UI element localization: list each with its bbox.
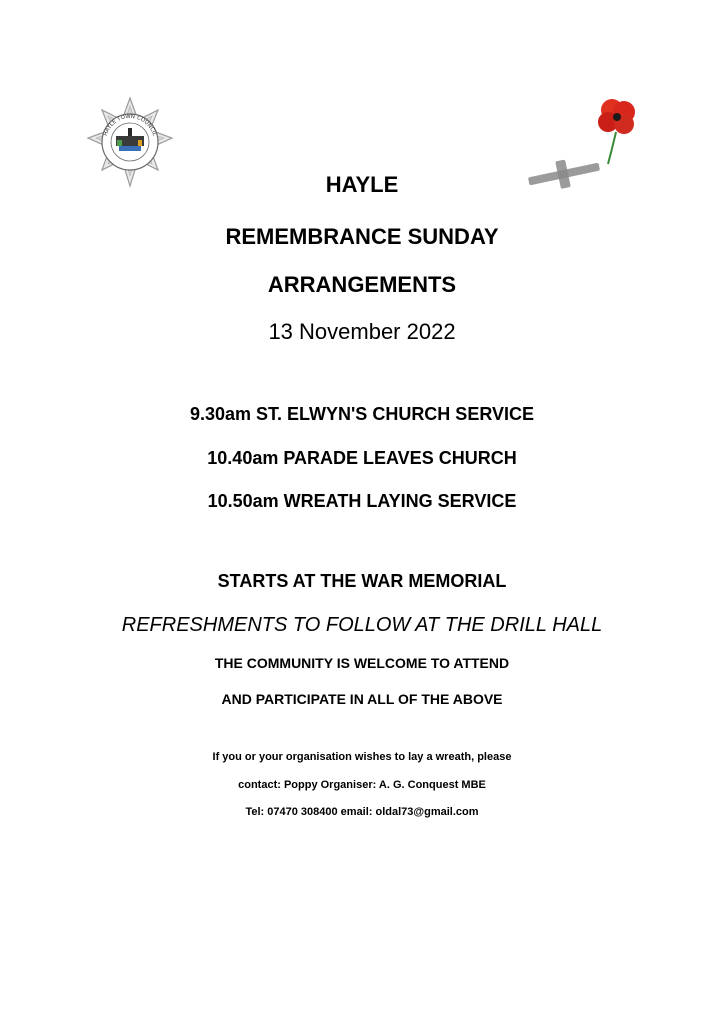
contact-line: Tel: 07470 308400 email: oldal73@gmail.com bbox=[245, 806, 479, 818]
welcome-note: THE COMMUNITY IS WELCOME TO ATTEND bbox=[214, 655, 510, 671]
contact-line: If you or your organisation wishes to lay a wreath, please bbox=[212, 751, 512, 763]
council-name-text: HAYLE TOWN COUNCIL bbox=[102, 113, 158, 137]
participate-note: AND PARTICIPATE IN ALL OF THE ABOVE bbox=[221, 691, 503, 707]
schedule-item: 10.40am PARADE LEAVES CHURCH bbox=[207, 448, 517, 468]
starts-note: STARTS AT THE WAR MEMORIAL bbox=[217, 571, 507, 591]
title-remembrance-sunday: REMEMBRANCE SUNDAY bbox=[225, 224, 499, 249]
schedule-item: 10.50am WREATH LAYING SERVICE bbox=[207, 491, 517, 511]
title-hayle: HAYLE bbox=[325, 172, 399, 197]
title-arrangements: ARRANGEMENTS bbox=[267, 272, 457, 297]
refreshments-note: REFRESHMENTS TO FOLLOW AT THE DRILL HALL bbox=[121, 614, 603, 636]
event-date: 13 November 2022 bbox=[268, 319, 456, 344]
contact-line: contact: Poppy Organiser: A. G. Conquest MBE bbox=[238, 779, 486, 791]
schedule-item: 9.30am ST. ELWYN'S CHURCH SERVICE bbox=[189, 404, 535, 424]
